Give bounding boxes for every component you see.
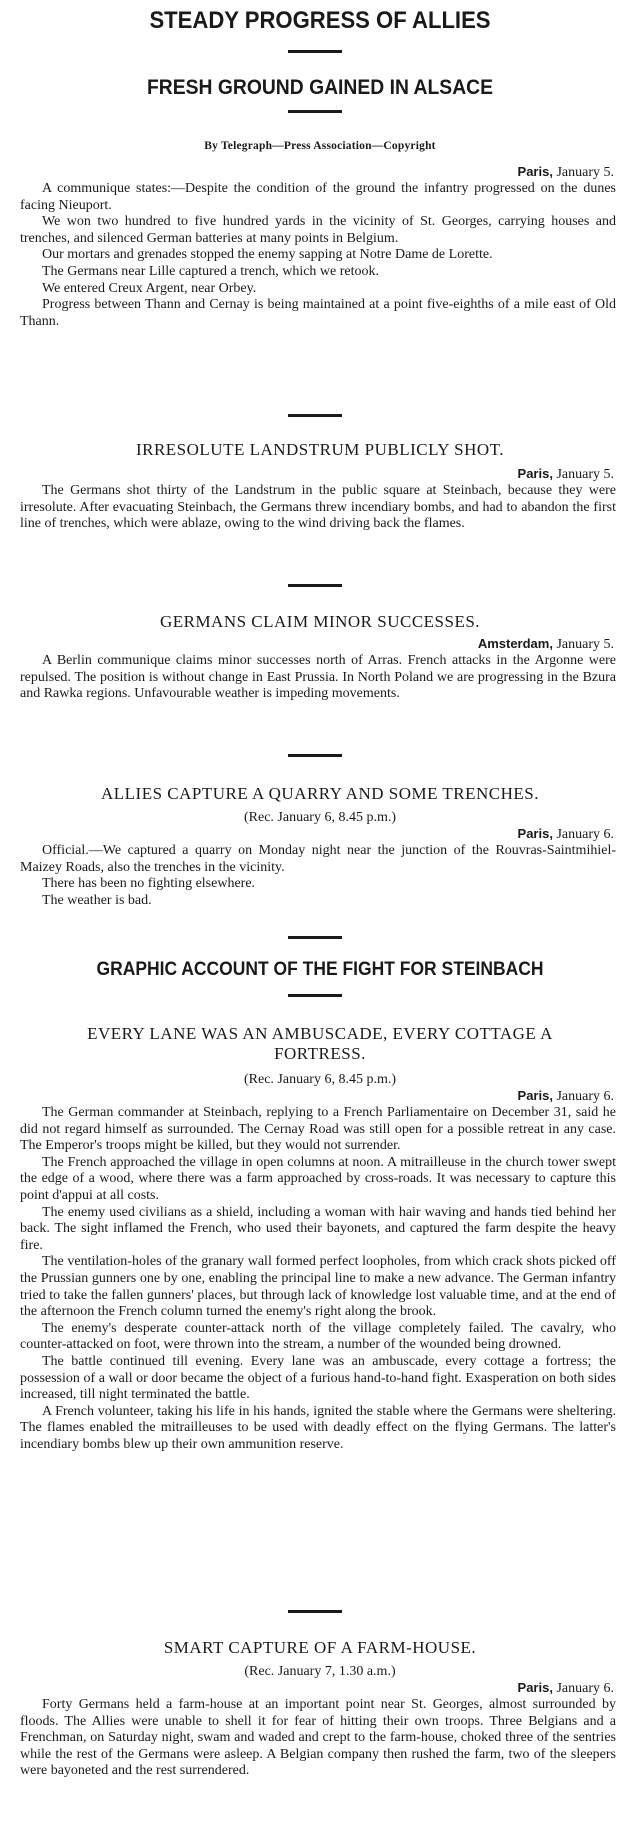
divider-rule — [288, 110, 342, 113]
section-heading: SMART CAPTURE OF A FARM-HOUSE. — [163, 1638, 477, 1657]
paragraph: A French volunteer, taking his life in his hands, ignited the stable where the Germans were sheltering. The flames enabled the mitrailleuses to be used with deadly effect on the flying Germans. The latter's incendiary bombs blew up their own ammunition reserve. — [20, 1403, 616, 1452]
section-minor-successes — [20, 612, 620, 703]
byline: By Telegraph—Press Association—Copyright — [204, 140, 436, 152]
dateline — [20, 1088, 620, 1105]
dateline-place: Paris, — [517, 1680, 553, 1695]
divider-rule — [288, 414, 342, 417]
divider-rule — [288, 994, 342, 997]
paragraph: The ventilation-holes of the granary wall formed perfect loopholes, from which crack shots picked off the Prussian gunners one by one, enabling the principal line to make a new advance. The German infantry tried to take the fallen gunners' places, but through lack of knowledge lost valuable time, and at the end of the afternoon the French column turned the enemy's right along the brook. — [20, 1254, 616, 1320]
paragraph: The enemy used civilians as a shield, including a woman with hair waving and hands tied behind her back. The sight inflamed the French, who used their bayonets, and captured the farm despite the heavy fire. — [20, 1204, 616, 1253]
section-heading: ALLIES CAPTURE A QUARRY AND SOME TRENCHES. — [100, 784, 540, 803]
section-alsace — [20, 164, 620, 330]
paragraph: The German commander at Steinbach, replying to a French Parliamentaire on December 31, said he did not regard himself as surrounded. The Cernay Road was still open for a possible retreat in any case. The Emperor's troops might be killed, but they would not surrender. — [20, 1105, 616, 1154]
dateline-place: Paris, — [517, 164, 553, 179]
byline-block — [20, 140, 620, 152]
main-headline-block — [20, 76, 620, 100]
dateline — [20, 466, 620, 483]
section-landstrum — [20, 440, 620, 533]
dateline-date: January 5. — [556, 467, 614, 482]
dateline-place: Paris, — [517, 466, 553, 481]
section-heading: GERMANS CLAIM MINOR SUCCESSES. — [159, 612, 481, 631]
graphic-headline: GRAPHIC ACCOUNT OF THE FIGHT FOR STEINBACH — [96, 959, 544, 980]
page-title: STEADY PROGRESS OF ALLIES — [149, 7, 491, 34]
dateline — [20, 164, 620, 181]
divider-rule — [288, 754, 342, 757]
section-quarry — [20, 784, 620, 909]
divider-rule — [288, 936, 342, 939]
paragraph: We entered Creux Argent, near Orbey. — [42, 280, 257, 296]
paragraph: Progress between Thann and Cernay is being maintained at a point five-eighths of a mile east of Old Thann. — [20, 297, 616, 329]
dateline-date: January 6. — [556, 1089, 614, 1104]
received-time: (Rec. January 7, 1.30 a.m.) — [244, 1664, 396, 1679]
dateline-place: Paris, — [517, 826, 553, 841]
dateline-date: January 5. — [556, 165, 614, 180]
dateline-date: January 5. — [556, 637, 614, 652]
paragraph: The battle continued till evening. Every lane was an ambuscade, every cottage a fortress; the possession of a wall or door became the object of a furious hand-to-hand fight. Exasperation on both sides increased, till night terminated the battle. — [20, 1353, 616, 1403]
dateline — [20, 1680, 620, 1697]
dateline-date: January 6. — [556, 827, 614, 842]
section-farmhouse — [20, 1638, 620, 1780]
paragraph: Official.—We captured a quarry on Monday night near the junction of the Rouvras-Saintmihiel-Maizey Roads, also the trenches in the vicinity. — [20, 843, 616, 875]
paragraph: We won two hundred to five hundred yards in the vicinity of St. Georges, carrying houses and trenches, and silenced German batteries at many points in Belgium. — [20, 214, 616, 246]
dateline-place: Paris, — [517, 1088, 553, 1103]
dateline — [20, 636, 620, 653]
graphic-headline-block — [20, 958, 620, 982]
divider-rule — [288, 584, 342, 587]
paragraph: The weather is bad. — [42, 892, 152, 908]
paragraph: The Germans near Lille captured a trench, which we retook. — [42, 263, 380, 279]
title-block — [20, 4, 620, 34]
dateline-date: January 6. — [556, 1681, 614, 1696]
dateline — [20, 826, 620, 843]
received-time: (Rec. January 6, 8.45 p.m.) — [243, 1072, 397, 1087]
dateline-place: Amsterdam, — [477, 636, 553, 651]
paragraph: Our mortars and grenades stopped the enemy sapping at Notre Dame de Lorette. — [42, 247, 493, 263]
section-steinbach — [20, 1024, 620, 1453]
paragraph: A communique states:—Despite the condition of the ground the infantry progressed on the dunes facing Nieuport. — [20, 181, 616, 213]
paragraph: There has been no fighting elsewhere. — [42, 876, 256, 892]
received-time: (Rec. January 6, 8.45 p.m.) — [243, 810, 397, 825]
main-headline: FRESH GROUND GAINED IN ALSACE — [146, 76, 493, 99]
paragraph: The Germans shot thirty of the Landstrum in the public square at Steinbach, because they were irresolute. After evacuating Steinbach, the Germans threw incendiary bombs, and had to abandon the first line of trenches, which were ablaze, owing to the wind driving back the flames. — [20, 483, 616, 532]
paragraph: Forty Germans held a farm-house at an important point near St. Georges, almost surrounded by floods. The Allies were unable to shell it for fear of hitting their own troops. Three Belgians and a Frenchman, on Saturday night, swam and waded and crept to the farm-house, choked three of the sentries while the rest of the Germans were asleep. A Belgian company then rushed the farm, two of the sleepers were bayoneted and the rest surrendered. — [20, 1697, 616, 1779]
section-heading: EVERY LANE WAS AN AMBUSCADE, EVERY COTTAGE A FORTRESS. — [87, 1024, 553, 1063]
paragraph: The French approached the village in open columns at noon. A mitrailleuse in the church tower swept the edge of a wood, where there was a farm approached by cross-roads. It was necessary to capture this point d'appui at all costs. — [20, 1154, 616, 1203]
paragraph: A Berlin communique claims minor successes north of Arras. French attacks in the Argonne were repulsed. The position is without change in East Prussia. In North Poland we are progressing in the Bzura and Rawka regions. Unfavourable weather is impeding movements. — [20, 653, 616, 702]
paragraph: The enemy's desperate counter-attack north of the village completely failed. The cavalry, who counter-attacked on foot, were thrown into the stream, a number of the wounded being drowned. — [20, 1320, 616, 1353]
section-heading: IRRESOLUTE LANDSTRUM PUBLICLY SHOT. — [135, 440, 505, 459]
divider-rule — [288, 50, 342, 53]
divider-rule — [288, 1610, 342, 1613]
